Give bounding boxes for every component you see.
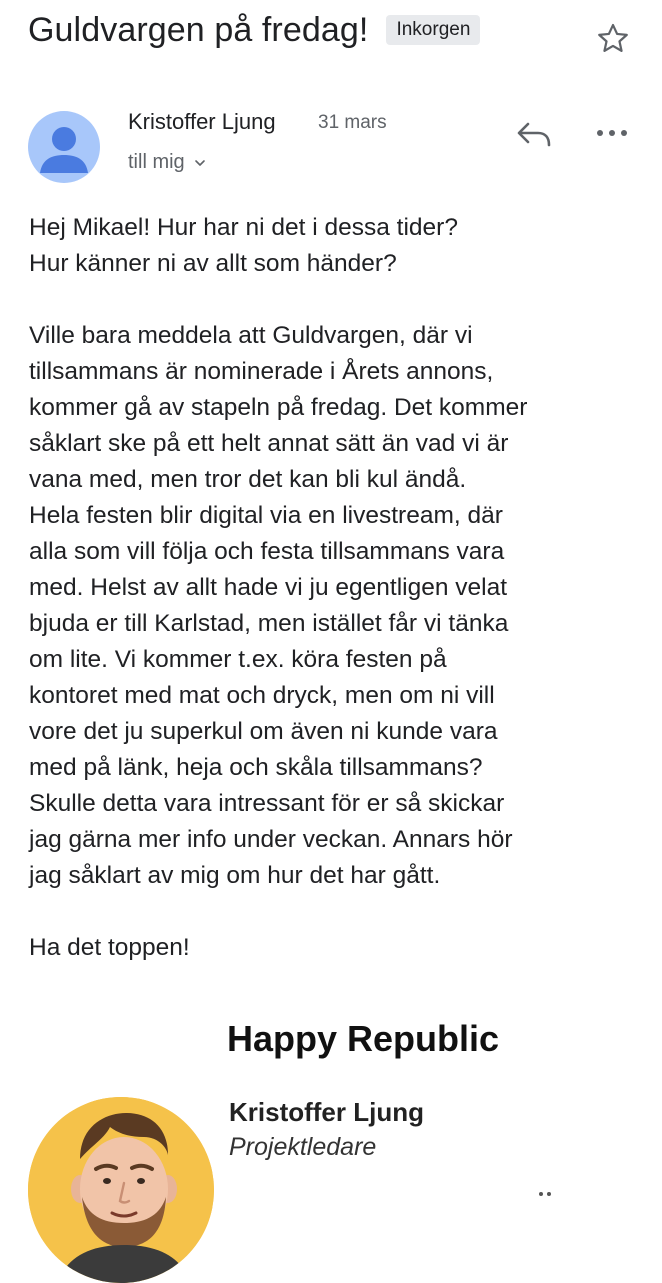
body-line: Skulle detta vara intressant för er så skickar [29,790,505,817]
body-line: Hur känner ni av allt som händer? [29,250,397,277]
body-line: Hela festen blir digital via en livestream, där [29,502,503,529]
signature-title: Projektledare [229,1133,377,1161]
sender-name: Kristoffer Ljung [128,109,276,134]
body-line: med. Helst av allt hade vi ju egentligen velat [29,574,508,601]
body-line: vore det ju superkul om även ni kunde vara [29,718,498,745]
body-paragraph-1 [29,210,649,282]
recipient-toggle[interactable] [128,151,207,174]
reply-icon[interactable] [514,114,554,154]
body-line: Ha det toppen! [29,934,190,961]
body-line: kontoret med mat och dryck, men om ni vill [29,682,495,709]
recipient-label: till mig [128,151,185,173]
sender-avatar[interactable] [28,111,100,183]
signature-name: Kristoffer Ljung [229,1097,424,1127]
chevron-down-icon [193,156,207,170]
body-paragraph-3 [29,930,649,966]
message-body [29,210,649,1002]
inbox-label-chip[interactable]: Inkorgen [386,15,480,45]
more-options-icon[interactable] [592,118,632,148]
cropped-glyph-fragment-icon [538,1191,552,1197]
signature-company: Happy Republic [227,1018,500,1059]
body-line: vana med, men tror det kan bli kul ändå. [29,466,467,493]
subject-row [28,8,638,52]
body-line: Ville bara meddela att Guldvargen, där vi [29,322,473,349]
body-paragraph-2 [29,318,649,894]
body-line: bjuda er till Karlstad, men istället får vi tänka [29,610,509,637]
person-icon [28,111,100,183]
email-subject: Guldvargen på fredag! [28,10,369,49]
signature-photo [28,1097,214,1283]
body-line: såklart ske på ett helt annat sätt än vad vi är [29,430,509,457]
person-photo-illustration [28,1097,214,1283]
body-line: jag gärna mer info under veckan. Annars hör [29,826,513,853]
body-line: kommer gå av stapeln på fredag. Det kommer [29,394,528,421]
body-line: med på länk, heja och skåla tillsammans? [29,754,483,781]
body-line: om lite. Vi kommer t.ex. köra festen på [29,646,447,673]
body-line: tillsammans är nominerade i Årets annons, [29,358,494,385]
body-line: jag såklart av mig om hur det har gått. [29,862,441,889]
message-date: 31 mars [318,112,387,133]
body-line: alla som vill följa och festa tillsammans vara [29,538,505,565]
star-icon[interactable] [594,20,632,58]
body-line: Hej Mikael! Hur har ni det i dessa tider? [29,214,458,241]
